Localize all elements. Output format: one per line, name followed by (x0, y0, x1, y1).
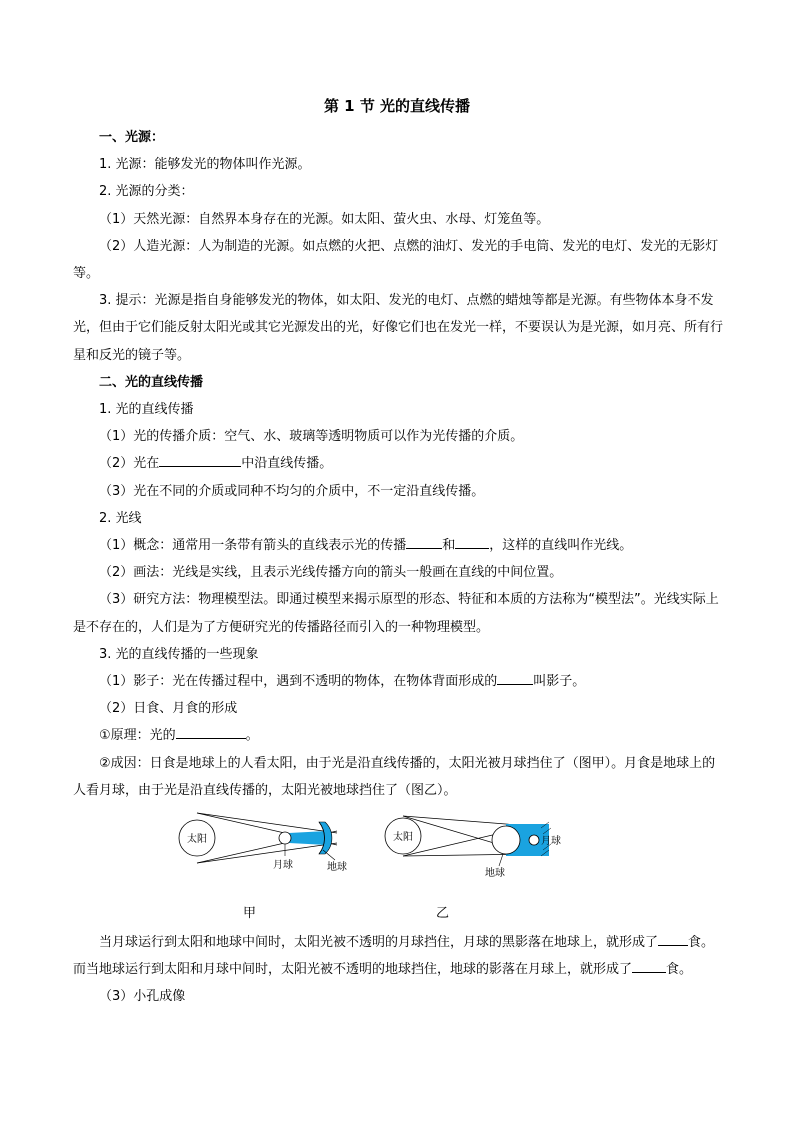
section-heading-straight-line: 二、光的直线传播 (99, 374, 204, 390)
paragraph: ②成因：日食是地球上的人看太阳，由于光是沿直线传播的，太阳光被月球挡住了（图甲）。月食是地球上的人看月球，由于光是沿直线传播的，太阳光被地球挡住了（图乙）。 (73, 755, 716, 798)
text: 叫影子。 (533, 674, 586, 690)
lunar-eclipse-diagram (381, 804, 581, 884)
paragraph (73, 668, 725, 695)
fill-blank (176, 724, 246, 739)
text: 食。而当地球运行到太阳和月球中间时，太阳光被不透明的地球挡住，地球的影落在月球上，就形成了 (73, 935, 715, 978)
paragraph: （3）小孔成像 (99, 989, 186, 1005)
text: 和 (442, 538, 456, 554)
paragraph: 1. 光源：能够发光的物体叫作光源。 (99, 157, 311, 173)
paragraph: 3. 提示：光源是指自身能够发光的物体，如太阳、发光的电灯、点燃的蜡烛等都是光源。有些物体本身不发光，但由于它们能反射太阳光或其它光源发出的光，好像它们也在发光一样，不要误认为是光源，如月亮、所有行星和反光的镜子等。 (73, 293, 724, 363)
paragraph (73, 929, 725, 983)
paragraph: （1）光的传播介质：空气、水、玻璃等透明物质可以作为光传播的介质。 (99, 429, 524, 445)
paragraph (73, 450, 725, 477)
solar-eclipse-diagram (177, 808, 377, 878)
moon-label: 月球 (541, 836, 561, 848)
paragraph: 2. 光线 (99, 510, 142, 526)
caption-jia: 甲 (243, 906, 257, 922)
text: 食。 (666, 962, 693, 978)
text: ，这样的直线叫作光线。 (489, 538, 633, 554)
document-body (73, 124, 725, 1011)
fill-blank (406, 534, 442, 549)
sun-label: 太阳 (187, 834, 207, 846)
paragraph: 1. 光的直线传播 (99, 402, 194, 418)
moon-circle (279, 832, 291, 844)
text: 中沿直线传播。 (241, 456, 333, 472)
moon-label: 月球 (273, 860, 293, 872)
fill-blank (632, 958, 666, 973)
paragraph (73, 532, 725, 559)
fill-blank (497, 670, 533, 685)
paragraph: （2）日食、月食的形成 (99, 701, 238, 717)
text: （1）概念：通常用一条带有箭头的直线表示光的传播 (99, 538, 407, 554)
paragraph: 2. 光源的分类： (99, 184, 194, 200)
earth-circle (492, 826, 520, 854)
text: 。 (245, 728, 259, 744)
fill-blank (658, 931, 688, 946)
text: （2）光在 (99, 456, 160, 472)
eclipse-figure (73, 804, 725, 899)
fill-blank (159, 452, 241, 467)
earth-label: 地球 (327, 862, 347, 874)
paragraph: （3）研究方法：物理模型法。即通过模型来揭示原型的形态、特征和本质的方法称为“模型法”。光线实际上是不存在的，人们是为了方便研究光的传播路径而引入的一种物理模型。 (73, 592, 719, 635)
paragraph: （2）画法：光线是实线，且表示光线传播方向的箭头一般画在直线的中间位置。 (99, 565, 563, 581)
sun-label: 太阳 (393, 832, 413, 844)
text: （1）影子：光在传播过程中，遇到不透明的物体，在物体背面形成的 (99, 674, 498, 690)
section-heading-light-source: 一、光源： (99, 130, 165, 145)
fill-blank (455, 534, 489, 549)
paragraph: （2）人造光源：人为制造的光源。如点燃的火把、点燃的油灯、发光的手电筒、发光的电灯、发光的无影灯等。 (73, 238, 719, 282)
paragraph: （1）天然光源：自然界本身存在的光源。如太阳、萤火虫、水母、灯笼鱼等。 (99, 211, 550, 227)
figure-captions (73, 899, 725, 929)
text: 当月球运行到太阳和地球中间时，太阳光被不透明的月球挡住，月球的黑影落在地球上，就形成了 (99, 935, 659, 951)
text: ①原理：光的 (99, 728, 176, 744)
paragraph (73, 722, 725, 749)
caption-yi: 乙 (436, 906, 450, 922)
earth-label: 地球 (485, 868, 505, 880)
paragraph: 3. 光的直线传播的一些现象 (99, 646, 259, 662)
paragraph: （3）光在不同的介质或同种不均匀的介质中，不一定沿直线传播。 (99, 483, 485, 499)
page-title: 第 1 节 光的直线传播 (323, 97, 471, 115)
moon-circle (529, 835, 539, 845)
